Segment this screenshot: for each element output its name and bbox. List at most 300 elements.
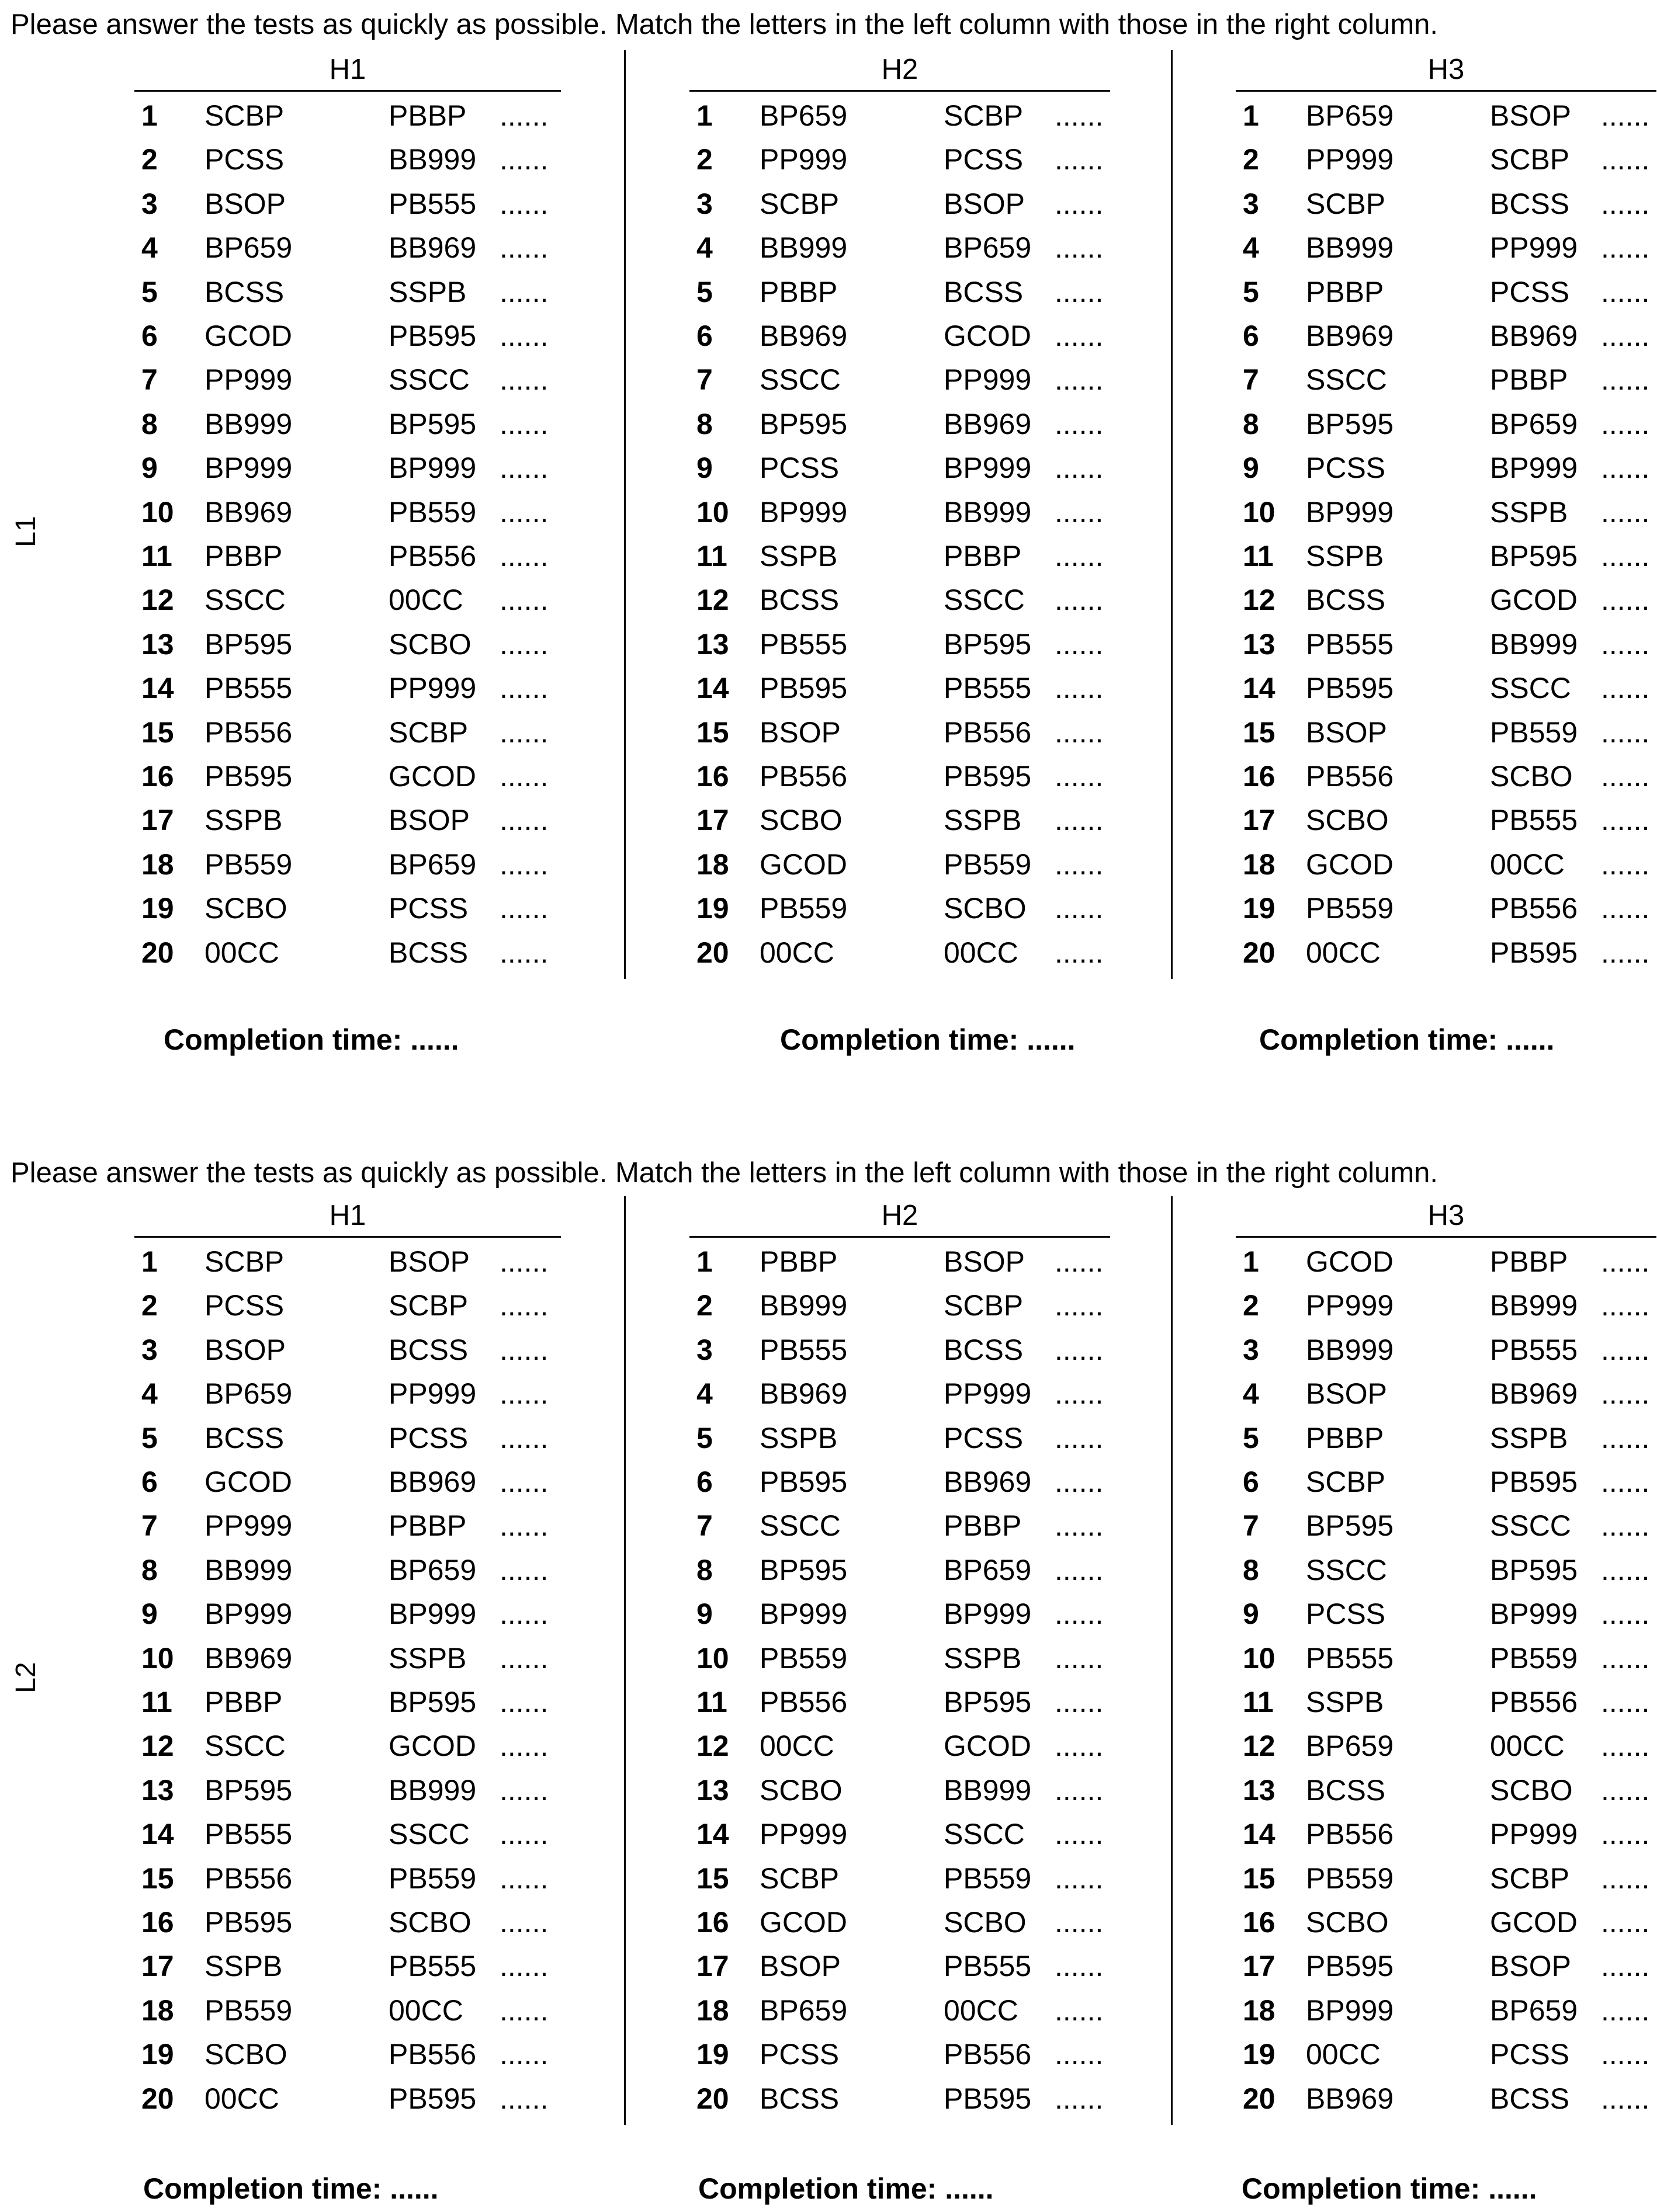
right-column-code: PB555 (389, 187, 477, 220)
left-column-code: SSPB (204, 1950, 283, 1983)
left-column-code: 00CC (1306, 936, 1381, 969)
row-number: 2 (696, 143, 713, 176)
answer-blank[interactable]: ...... (500, 363, 549, 397)
answer-blank[interactable]: ...... (1055, 1686, 1104, 1718)
answer-blank[interactable]: ...... (1601, 804, 1650, 837)
right-column-code: BP999 (944, 452, 1032, 485)
answer-blank[interactable]: ...... (500, 452, 549, 485)
answer-blank[interactable]: ...... (1055, 936, 1104, 969)
match-row (1236, 1503, 1656, 1548)
answer-blank[interactable]: ...... (500, 1862, 549, 1895)
match-row (134, 2076, 561, 2121)
answer-blank[interactable]: ...... (1601, 1598, 1650, 1631)
left-column-code: PCSS (204, 143, 285, 176)
match-row (1236, 1856, 1656, 1901)
row-number: 10 (141, 495, 174, 529)
match-row (134, 314, 561, 358)
match-row (1236, 1768, 1656, 1812)
right-column-code: GCOD (944, 1730, 1031, 1763)
answer-blank[interactable]: ...... (1055, 1421, 1104, 1454)
row-number: 3 (1243, 187, 1259, 220)
row-number: 2 (141, 143, 158, 176)
row-number: 1 (696, 99, 713, 132)
answer-blank[interactable]: ...... (500, 584, 549, 617)
match-row (134, 1856, 561, 1901)
answer-blank[interactable]: ...... (500, 1686, 549, 1718)
answer-blank[interactable]: ...... (1601, 1289, 1650, 1322)
answer-blank[interactable]: ...... (1055, 1377, 1104, 1411)
answer-blank[interactable]: ...... (1601, 1730, 1650, 1763)
answer-blank[interactable]: ...... (1601, 1421, 1650, 1454)
answer-blank[interactable]: ...... (500, 1906, 549, 1939)
row-number: 3 (1243, 1333, 1259, 1366)
left-column-code: BP595 (760, 407, 848, 440)
left-column-code: PB556 (1306, 760, 1394, 793)
answer-blank[interactable]: ...... (1601, 1509, 1650, 1543)
answer-blank[interactable]: ...... (1055, 363, 1104, 397)
answer-blank[interactable]: ...... (1601, 540, 1650, 572)
left-column-code: SSPB (1306, 540, 1384, 572)
left-column-code: SSCC (760, 1509, 841, 1543)
answer-blank[interactable]: ...... (500, 1641, 549, 1675)
match-row (1236, 1416, 1656, 1460)
right-column-code: BCSS (944, 275, 1024, 308)
answer-blank[interactable]: ...... (1601, 584, 1650, 617)
answer-blank[interactable]: ...... (1601, 1906, 1650, 1939)
match-row (134, 446, 561, 490)
row-number: 6 (1243, 1466, 1259, 1498)
right-column-code: PB555 (944, 672, 1032, 705)
answer-blank[interactable]: ...... (1601, 1466, 1650, 1498)
answer-blank[interactable]: ...... (1601, 187, 1650, 220)
right-column-code: SCBO (944, 1906, 1027, 1939)
left-column-code: SSCC (204, 1730, 286, 1763)
answer-blank[interactable]: ...... (1055, 452, 1104, 485)
row-number: 16 (696, 1906, 729, 1939)
row-number: 18 (696, 1994, 729, 2027)
answer-blank[interactable]: ...... (500, 1950, 549, 1983)
row-number: 8 (1243, 407, 1259, 440)
left-column-code: PB555 (760, 1333, 848, 1366)
right-column-code: GCOD (1490, 1906, 1578, 1939)
answer-blank[interactable]: ...... (500, 1994, 549, 2027)
right-column-code: SCBP (389, 716, 469, 749)
right-column-code: PBBP (944, 1509, 1022, 1543)
right-column-code: PB559 (1490, 1641, 1578, 1675)
right-column-code: PB595 (389, 2082, 477, 2115)
completion-time[interactable]: Completion time: ...... (1259, 1023, 1555, 1056)
right-column-code: GCOD (389, 760, 476, 793)
right-column-code: PB559 (389, 1862, 477, 1895)
answer-blank[interactable]: ...... (1601, 1950, 1650, 1983)
answer-blank[interactable]: ...... (500, 2082, 549, 2115)
answer-blank[interactable]: ...... (1055, 584, 1104, 617)
right-column-code: BB999 (1490, 627, 1578, 661)
left-column-code: BP999 (204, 1598, 293, 1631)
panel-title: H2 (881, 54, 918, 85)
row-number: 6 (141, 1466, 158, 1498)
left-column-code: BCSS (760, 2082, 840, 2115)
answer-blank[interactable]: ...... (500, 320, 549, 352)
match-row (1236, 93, 1656, 138)
left-column-code: PB556 (1306, 1818, 1394, 1851)
answer-blank[interactable]: ...... (500, 627, 549, 661)
answer-blank[interactable]: ...... (1055, 99, 1104, 132)
right-column-code: BB969 (944, 407, 1032, 440)
answer-blank[interactable]: ...... (1601, 848, 1650, 881)
answer-blank[interactable]: ...... (500, 1421, 549, 1454)
right-column-code: BCSS (1490, 2082, 1570, 2115)
panel-title: H1 (329, 1200, 366, 1231)
left-column-code: PB559 (760, 1641, 848, 1675)
left-column-code: BB999 (760, 231, 848, 265)
match-row (1236, 1283, 1656, 1328)
answer-blank[interactable]: ...... (1055, 1466, 1104, 1498)
row-number: 7 (141, 363, 158, 397)
answer-blank[interactable]: ...... (1601, 936, 1650, 969)
answer-blank[interactable]: ...... (1601, 2038, 1650, 2071)
right-column-code: SSCC (1490, 1509, 1571, 1543)
left-column-code: PCSS (760, 2038, 840, 2071)
answer-blank[interactable]: ...... (500, 143, 549, 176)
right-column-code: PB595 (944, 2082, 1032, 2115)
row-number: 9 (1243, 452, 1259, 485)
answer-blank[interactable]: ...... (500, 495, 549, 529)
row-number: 17 (1243, 1950, 1275, 1983)
match-row (1236, 1900, 1656, 1944)
answer-blank[interactable]: ...... (500, 892, 549, 925)
right-column-code: BB969 (389, 1466, 477, 1498)
answer-blank[interactable]: ...... (1601, 320, 1650, 352)
right-column-code: SCBO (389, 1906, 472, 1939)
right-column-code: PB559 (1490, 716, 1578, 749)
left-column-code: PB555 (204, 1818, 293, 1851)
right-column-code: BSOP (944, 187, 1025, 220)
right-column-code: PP999 (1490, 231, 1578, 265)
row-number: 9 (141, 1598, 158, 1631)
right-column-code: SCBO (1490, 1773, 1573, 1807)
left-column-code: BP595 (204, 1773, 293, 1807)
left-column-code: PB595 (1306, 1950, 1394, 1983)
answer-blank[interactable]: ...... (500, 1466, 549, 1498)
answer-blank[interactable]: ...... (500, 1289, 549, 1322)
left-column-code: SCBP (204, 1245, 285, 1278)
answer-blank[interactable]: ...... (1601, 495, 1650, 529)
match-row (134, 1636, 561, 1680)
answer-blank[interactable]: ...... (1055, 716, 1104, 749)
match-row (134, 1460, 561, 1504)
row-number: 9 (696, 452, 713, 485)
answer-blank[interactable]: ...... (1601, 1773, 1650, 1807)
left-column-code: BP659 (760, 99, 848, 132)
answer-blank[interactable]: ...... (1055, 1730, 1104, 1763)
match-row (1236, 1812, 1656, 1856)
match-row (689, 1371, 1110, 1416)
answer-blank[interactable]: ...... (1055, 804, 1104, 837)
match-row (1236, 1328, 1656, 1372)
row-number: 2 (1243, 1289, 1259, 1322)
left-column-code: SCBO (1306, 1906, 1389, 1939)
answer-blank[interactable]: ...... (1601, 1333, 1650, 1366)
row-number: 9 (1243, 1598, 1259, 1631)
right-column-code: PB555 (1490, 804, 1578, 837)
answer-blank[interactable]: ...... (500, 760, 549, 793)
match-row (1236, 666, 1656, 710)
answer-blank[interactable]: ...... (500, 1245, 549, 1278)
left-column-code: PB595 (204, 1906, 293, 1939)
panel-title-underline (134, 1236, 561, 1238)
answer-blank[interactable]: ...... (1055, 540, 1104, 572)
row-number: 1 (141, 1245, 158, 1278)
answer-blank[interactable]: ...... (1055, 1994, 1104, 2027)
right-column-code: BP999 (1490, 452, 1578, 485)
row-number: 9 (141, 452, 158, 485)
left-column-code: PBBP (204, 1686, 283, 1718)
right-column-code: BSOP (1490, 99, 1571, 132)
right-column-code: BB999 (944, 495, 1032, 529)
answer-blank[interactable]: ...... (1055, 1598, 1104, 1631)
left-column-code: PBBP (204, 540, 283, 572)
completion-time[interactable]: Completion time: ...... (1242, 2172, 1537, 2205)
answer-blank[interactable]: ...... (500, 1553, 549, 1586)
answer-blank[interactable]: ...... (1055, 1950, 1104, 1983)
answer-blank[interactable]: ...... (500, 1377, 549, 1411)
answer-blank[interactable]: ...... (1601, 760, 1650, 793)
right-column-code: PB559 (944, 1862, 1032, 1895)
left-column-code: BP659 (1306, 1730, 1394, 1763)
left-column-code: PB559 (1306, 892, 1394, 925)
match-row (689, 534, 1110, 578)
right-column-code: PBBP (389, 1509, 467, 1543)
answer-blank[interactable]: ...... (1601, 1641, 1650, 1675)
answer-blank[interactable]: ...... (1055, 1553, 1104, 1586)
level-label: L2 (11, 1662, 41, 1693)
answer-blank[interactable]: ...... (1055, 1773, 1104, 1807)
answer-blank[interactable]: ...... (500, 804, 549, 837)
answer-blank[interactable]: ...... (1055, 1509, 1104, 1543)
match-row (689, 446, 1110, 490)
right-column-code: BP659 (389, 1553, 477, 1586)
answer-blank[interactable]: ...... (500, 1509, 549, 1543)
answer-blank[interactable]: ...... (1601, 627, 1650, 661)
answer-blank[interactable]: ...... (1055, 672, 1104, 705)
answer-blank[interactable]: ...... (1055, 1333, 1104, 1366)
answer-blank[interactable]: ...... (1601, 407, 1650, 440)
left-column-code: PB559 (1306, 1862, 1394, 1895)
right-column-code: BSOP (389, 1245, 470, 1278)
row-number: 3 (696, 187, 713, 220)
match-row (1236, 270, 1656, 314)
right-column-code: SSCC (389, 1818, 470, 1851)
completion-time[interactable]: Completion time: ...... (164, 1023, 459, 1056)
answer-blank[interactable]: ...... (1601, 275, 1650, 308)
match-row (134, 534, 561, 578)
completion-time[interactable]: Completion time: ...... (143, 2172, 439, 2205)
right-column-code: BB969 (389, 231, 477, 265)
match-row (134, 137, 561, 182)
answer-blank[interactable]: ...... (1055, 231, 1104, 265)
match-row (689, 93, 1110, 138)
answer-blank[interactable]: ...... (1055, 892, 1104, 925)
right-column-code: PP999 (389, 672, 477, 705)
answer-blank[interactable]: ...... (1601, 2082, 1650, 2115)
left-column-code: PBBP (1306, 1421, 1384, 1454)
completion-time[interactable]: Completion time: ...... (698, 2172, 994, 2205)
left-column-code: PP999 (1306, 1289, 1394, 1322)
row-number: 5 (1243, 275, 1259, 308)
answer-blank[interactable]: ...... (1601, 672, 1650, 705)
right-column-code: PCSS (1490, 275, 1570, 308)
match-row (1236, 402, 1656, 446)
row-number: 12 (696, 584, 729, 617)
answer-blank[interactable]: ...... (1601, 716, 1650, 749)
row-number: 2 (1243, 143, 1259, 176)
right-column-code: GCOD (944, 320, 1031, 352)
left-column-code: BP999 (204, 452, 293, 485)
match-row (134, 1283, 561, 1328)
left-column-code: GCOD (760, 1906, 847, 1939)
answer-blank[interactable]: ...... (1601, 1862, 1650, 1895)
match-row (689, 1768, 1110, 1812)
row-number: 15 (141, 1862, 174, 1895)
row-number: 18 (141, 848, 174, 881)
answer-blank[interactable]: ...... (500, 1598, 549, 1631)
left-column-code: PP999 (204, 363, 293, 397)
answer-blank[interactable]: ...... (500, 1773, 549, 1807)
row-number: 20 (141, 936, 174, 969)
answer-blank[interactable]: ...... (1601, 1377, 1650, 1411)
answer-blank[interactable]: ...... (1055, 320, 1104, 352)
right-column-code: SSCC (389, 363, 470, 397)
answer-blank[interactable]: ...... (1601, 363, 1650, 397)
answer-blank[interactable]: ...... (1055, 143, 1104, 176)
left-column-code: PB595 (760, 1466, 848, 1498)
left-column-code: SSPB (204, 804, 283, 837)
answer-blank[interactable]: ...... (1055, 1906, 1104, 1939)
match-row (134, 182, 561, 226)
row-number: 14 (696, 672, 729, 705)
match-row (689, 1548, 1110, 1592)
match-row (1236, 314, 1656, 358)
right-column-code: PB556 (1490, 892, 1578, 925)
answer-blank[interactable]: ...... (1055, 495, 1104, 529)
answer-blank[interactable]: ...... (1055, 627, 1104, 661)
answer-blank[interactable]: ...... (500, 187, 549, 220)
row-number: 17 (696, 1950, 729, 1983)
answer-blank[interactable]: ...... (500, 231, 549, 265)
right-column-code: PB556 (944, 2038, 1032, 2071)
answer-blank[interactable]: ...... (1601, 143, 1650, 176)
answer-blank[interactable]: ...... (1055, 407, 1104, 440)
answer-blank[interactable]: ...... (1055, 275, 1104, 308)
answer-blank[interactable]: ...... (1055, 1862, 1104, 1895)
panel-title-underline (1236, 90, 1656, 92)
answer-blank[interactable]: ...... (1055, 1245, 1104, 1278)
answer-blank[interactable]: ...... (500, 407, 549, 440)
completion-time[interactable]: Completion time: ...... (780, 1023, 1076, 1056)
answer-blank[interactable]: ...... (500, 1730, 549, 1763)
answer-blank[interactable]: ...... (1055, 848, 1104, 881)
row-number: 1 (141, 99, 158, 132)
match-row (134, 930, 561, 975)
answer-blank[interactable]: ...... (1601, 99, 1650, 132)
answer-blank[interactable]: ...... (500, 1333, 549, 1366)
row-number: 4 (696, 1377, 713, 1411)
match-row (1236, 1239, 1656, 1284)
match-row (689, 1239, 1110, 1284)
answer-blank[interactable]: ...... (500, 848, 549, 881)
match-row (134, 754, 561, 798)
answer-blank[interactable]: ...... (1055, 2038, 1104, 2071)
left-column-code: PB556 (760, 760, 848, 793)
answer-blank[interactable]: ...... (1055, 187, 1104, 220)
answer-blank[interactable]: ...... (1601, 1686, 1650, 1718)
answer-blank[interactable]: ...... (500, 99, 549, 132)
test-panel (134, 1196, 561, 2137)
right-column-code: SSPB (944, 1641, 1022, 1675)
answer-blank[interactable]: ...... (500, 2038, 549, 2071)
match-row (134, 666, 561, 710)
answer-blank[interactable]: ...... (500, 275, 549, 308)
right-column-code: PB556 (389, 540, 477, 572)
right-column-code: PP999 (944, 1377, 1032, 1411)
match-row (1236, 1371, 1656, 1416)
answer-blank[interactable]: ...... (1601, 1553, 1650, 1586)
answer-blank[interactable]: ...... (1055, 760, 1104, 793)
answer-blank[interactable]: ...... (1601, 1818, 1650, 1851)
answer-blank[interactable]: ...... (500, 672, 549, 705)
answer-blank[interactable]: ...... (1055, 1289, 1104, 1322)
match-row (689, 578, 1110, 622)
answer-blank[interactable]: ...... (1601, 1994, 1650, 2027)
right-column-code: BP999 (389, 1598, 477, 1631)
right-column-code: SCBP (944, 1289, 1024, 1322)
row-number: 10 (696, 495, 729, 529)
panel-title-underline (1236, 1236, 1656, 1238)
match-row (134, 93, 561, 138)
answer-blank[interactable]: ...... (1055, 1818, 1104, 1851)
answer-blank[interactable]: ...... (500, 936, 549, 969)
row-number: 11 (1243, 1686, 1274, 1718)
panel-title-underline (689, 90, 1110, 92)
row-number: 4 (141, 231, 158, 265)
left-column-code: BB999 (760, 1289, 848, 1322)
match-row (134, 1548, 561, 1592)
answer-blank[interactable]: ...... (1055, 1641, 1104, 1675)
right-column-code: BP999 (944, 1598, 1032, 1631)
row-number: 7 (141, 1509, 158, 1543)
match-row (1236, 1680, 1656, 1724)
match-row (1236, 534, 1656, 578)
right-column-code: BCSS (389, 1333, 469, 1366)
answer-blank[interactable]: ...... (1601, 231, 1650, 265)
left-column-code: PB555 (1306, 1641, 1394, 1675)
row-number: 5 (141, 1421, 158, 1454)
left-column-code: PCSS (204, 1289, 285, 1322)
answer-blank[interactable]: ...... (500, 540, 549, 572)
answer-blank[interactable]: ...... (500, 716, 549, 749)
row-number: 18 (1243, 1994, 1275, 2027)
left-column-code: 00CC (760, 936, 834, 969)
answer-blank[interactable]: ...... (1601, 1245, 1650, 1278)
answer-blank[interactable]: ...... (1601, 892, 1650, 925)
answer-blank[interactable]: ...... (1601, 452, 1650, 485)
match-row (134, 225, 561, 270)
match-row (689, 2076, 1110, 2121)
answer-blank[interactable]: ...... (1055, 2082, 1104, 2115)
right-column-code: PB559 (389, 495, 477, 529)
answer-blank[interactable]: ...... (500, 1818, 549, 1851)
